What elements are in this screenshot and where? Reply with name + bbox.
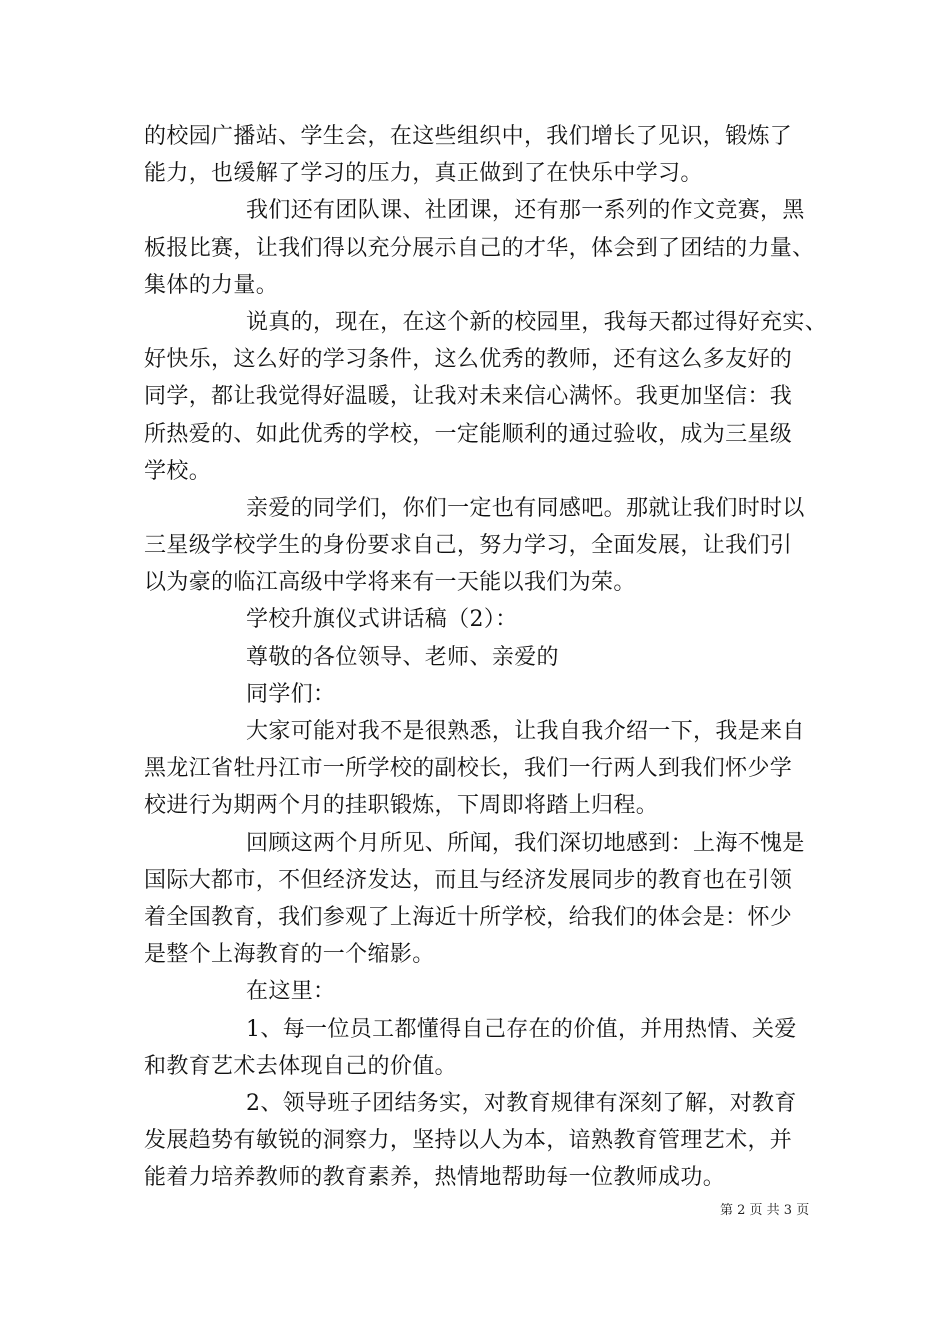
text-line: 说真的，现在，在这个新的校园里，我每天都过得好充实、 bbox=[246, 309, 828, 335]
list-item: 2、领导班子团结务实，对教育规律有深刻了解，对教育 bbox=[246, 1090, 797, 1116]
text-line: 学校。 bbox=[144, 458, 212, 484]
text-line: 着全国教育，我们参观了上海近十所学校，给我们的体会是：怀少 bbox=[144, 904, 793, 930]
text-line: 校进行为期两个月的挂职锻炼，下周即将踏上归程。 bbox=[144, 793, 659, 819]
list-item: 1、每一位员工都懂得自己存在的价值，并用热情、关爱 bbox=[246, 1016, 797, 1042]
text-line: 和教育艺术去体现自己的价值。 bbox=[144, 1053, 457, 1079]
text-line: 的校园广播站、学生会，在这些组织中，我们增长了见识，锻炼了 bbox=[144, 124, 793, 149]
text-line: 三星级学校学生的身份要求自己，努力学习，全面发展，让我们引 bbox=[144, 533, 793, 559]
text-line: 能着力培养教师的教育素养，热情地帮助每一位教师成功。 bbox=[144, 1165, 726, 1191]
salutation: 尊敬的各位领导、老师、亲爱的 bbox=[246, 644, 559, 670]
text-line: 能力，也缓解了学习的压力，真正做到了在快乐中学习。 bbox=[144, 161, 703, 187]
text-line: 板报比赛，让我们得以充分展示自己的才华，体会到了团结的力量、 bbox=[144, 235, 815, 261]
text-line: 我们还有团队课、社团课，还有那一系列的作文竞赛，黑 bbox=[246, 198, 805, 224]
text-line: 好快乐，这么好的学习条件，这么优秀的教师，还有这么多友好的 bbox=[144, 347, 793, 373]
text-line: 亲爱的同学们，你们一定也有同感吧。那就让我们时时以 bbox=[246, 495, 805, 521]
text-line: 在这里： bbox=[246, 979, 336, 1005]
text-line: 回顾这两个月所见、所闻，我们深切地感到：上海不愧是 bbox=[246, 830, 805, 856]
salutation: 同学们： bbox=[246, 681, 336, 707]
document-body bbox=[144, 118, 828, 1196]
text-line: 黑龙江省牡丹江市一所学校的副校长，我们一行两人到我们怀少学 bbox=[144, 756, 793, 782]
text-line: 发展趋势有敏锐的洞察力，坚持以人为本，谙熟教育管理艺术，并 bbox=[144, 1128, 793, 1154]
text-line: 是整个上海教育的一个缩影。 bbox=[144, 942, 435, 968]
text-line: 同学，都让我觉得好温暖，让我对未来信心满怀。我更加坚信：我 bbox=[144, 384, 793, 410]
text-line: 所热爱的、如此优秀的学校，一定能顺利的通过验收，成为三星级 bbox=[144, 421, 793, 447]
page-number: 第 2 页 共 3 页 bbox=[720, 1203, 810, 1218]
text-line: 国际大都市，不但经济发达，而且与经济发展同步的教育也在引领 bbox=[144, 867, 793, 893]
text-line: 大家可能对我不是很熟悉，让我自我介绍一下，我是来自 bbox=[246, 719, 805, 744]
speech-title: 学校升旗仪式讲话稿（2）： bbox=[246, 607, 518, 633]
text-line: 以为豪的临江高级中学将来有一天能以我们为荣。 bbox=[144, 570, 636, 596]
text-line: 集体的力量。 bbox=[144, 272, 279, 298]
